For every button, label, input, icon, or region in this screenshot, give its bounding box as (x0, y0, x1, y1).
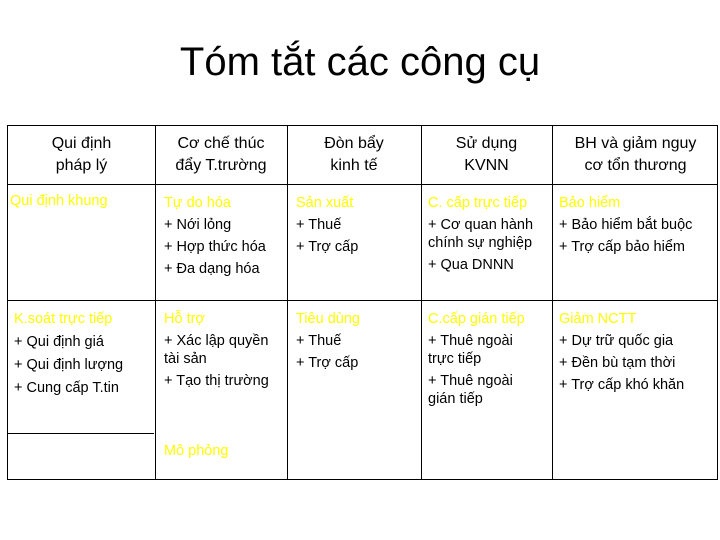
row-divider (8, 184, 717, 185)
subheading: Qui định khung (10, 193, 108, 209)
subheading: Tiêu dùng (296, 311, 360, 327)
list-item: + Cung cấp T.tin (14, 380, 119, 396)
header-insurance: BH và giảm nguy cơ tổn thương (574, 135, 697, 174)
list-item: + Bảo hiểm bắt buộc (559, 217, 693, 233)
cell-legal-r2 (12, 308, 155, 400)
header-economic-levers: Đòn bẩy kinh tế (324, 135, 384, 174)
list-item: gián tiếp (428, 391, 483, 407)
row-divider (8, 433, 154, 434)
header-legal-rules: Qui định pháp lý (51, 135, 112, 174)
subheading: C.cấp gián tiếp (428, 311, 525, 327)
list-item: + Đền bù tạm thời (559, 355, 676, 371)
list-item: + Qui định giá (14, 334, 104, 350)
cell-insurance-r1 (557, 192, 719, 258)
subheading: Tự do hóa (164, 195, 231, 211)
subheading: K.soát trực tiếp (14, 311, 113, 327)
page-title: Tóm tắt các công cụ (179, 40, 541, 84)
list-item: + Tạo thị trường (164, 373, 269, 389)
header-public-sector: Sử dụng KVNN (455, 135, 518, 174)
subheading: C. cấp trực tiếp (428, 195, 528, 211)
cell-public-r2 (426, 308, 552, 408)
list-item: chính sự nghiệp (428, 235, 533, 251)
list-item: + Cơ quan hành (428, 217, 534, 233)
subheading: Giảm NCTT (559, 311, 637, 327)
list-item: + Thuế (296, 333, 342, 349)
list-item: + Thuê ngoài (428, 373, 513, 389)
list-item: + Qui định lượng (14, 357, 124, 373)
list-item: + Thuế (296, 217, 342, 233)
cell-insurance-r2 (557, 308, 719, 396)
list-item: + Nới lỏng (164, 217, 232, 233)
cell-legal-r1 (8, 192, 155, 210)
header-market-mechanism: Cơ chế thúc đẩy T.trường (175, 135, 267, 174)
list-item: + Trợ cấp (296, 239, 359, 255)
subheading: Mô phỏng (164, 443, 229, 459)
cell-market-r1 (162, 192, 287, 280)
row-divider (8, 300, 717, 301)
list-item: + Hợp thức hóa (164, 239, 266, 255)
cell-levers-r2 (294, 308, 421, 374)
subheading: Sản xuất (296, 195, 354, 211)
list-item: + Trợ cấp khó khăn (559, 377, 685, 393)
cell-levers-r1 (294, 192, 421, 258)
list-item: + Qua DNNN (428, 257, 514, 273)
cell-public-r1 (426, 192, 552, 276)
subheading: Bảo hiểm (559, 195, 621, 211)
subheading: Hỗ trợ (164, 311, 205, 327)
list-item: + Trợ cấp bảo hiểm (559, 239, 685, 255)
list-item: + Trợ cấp (296, 355, 359, 371)
cell-market-r2 (162, 308, 287, 392)
list-item: + Dự trữ quốc gia (559, 333, 674, 349)
list-item: tài sản (164, 351, 207, 367)
tools-table (7, 125, 718, 480)
list-item: trực tiếp (428, 351, 482, 367)
cell-market-r3 (162, 440, 287, 462)
list-item: + Xác lập quyền (164, 333, 269, 349)
list-item: + Thuê ngoài (428, 333, 513, 349)
list-item: + Đa dạng hóa (164, 261, 260, 277)
